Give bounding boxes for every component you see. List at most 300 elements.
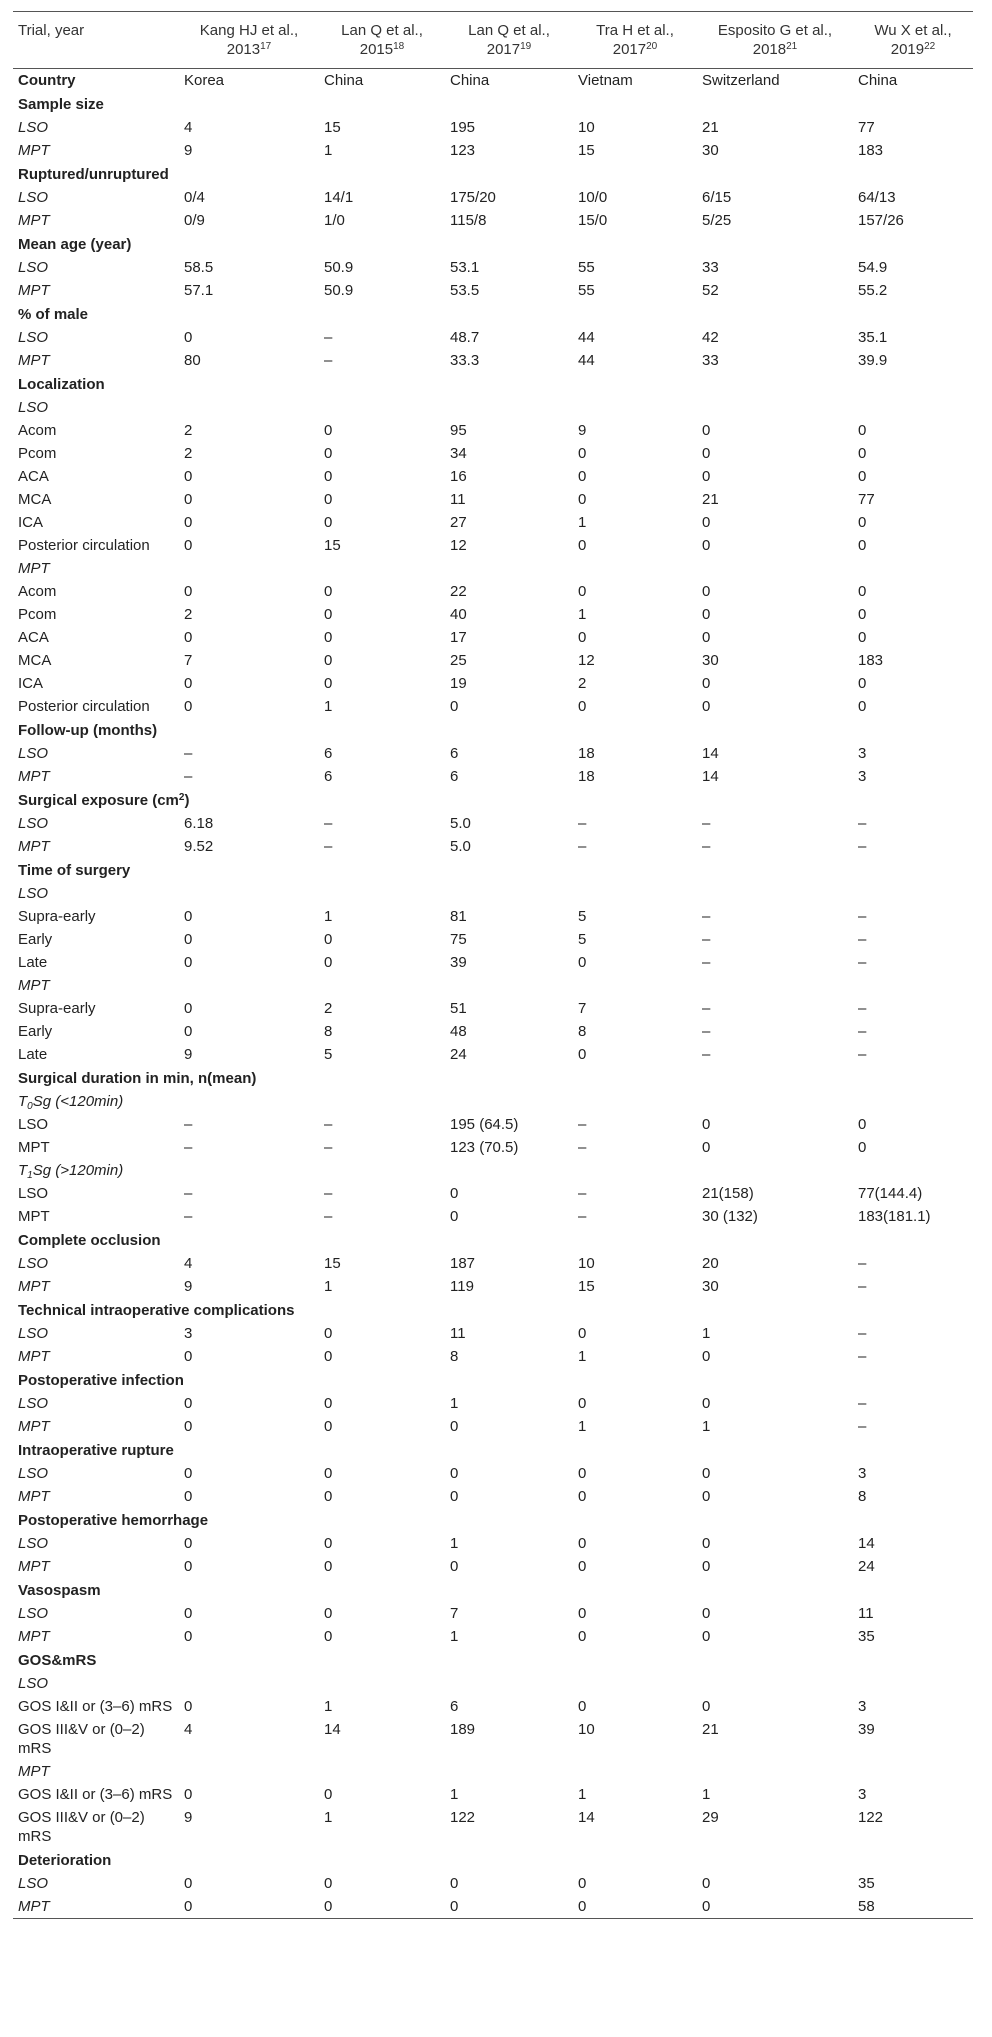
table-cell: 0	[573, 1895, 697, 1919]
table-cell: 8	[450, 1348, 459, 1365]
row-label-text: MPT	[18, 1278, 50, 1295]
row-label-text: Posterior circulation	[18, 698, 150, 715]
table-container	[13, 11, 973, 1919]
table-cell: 0	[858, 1116, 867, 1133]
row-label-text: LSO	[18, 1255, 49, 1272]
table-cell: 0	[324, 1628, 333, 1645]
table-cell: 1	[702, 1325, 711, 1342]
table-cell: 122	[450, 1809, 476, 1826]
table-cell: 2	[324, 1000, 333, 1017]
row-label-text: Follow-up (months)	[18, 722, 158, 739]
table-cell: 1	[450, 1535, 459, 1552]
table-cell: 0	[324, 468, 333, 485]
row-label-text: LSO	[18, 1116, 49, 1133]
table-cell: 157/26	[858, 212, 904, 229]
section-row	[13, 302, 973, 326]
table-row	[13, 1113, 973, 1136]
table-cell: –	[184, 1185, 193, 1202]
table-row	[13, 626, 973, 649]
table-cell: 0	[858, 698, 867, 715]
row-label-text: MPT	[18, 1763, 50, 1780]
row-label-text: Acom	[18, 583, 57, 600]
row-label	[13, 649, 179, 672]
table-cell: 0	[858, 1139, 867, 1156]
row-label-text: Supra-early	[18, 908, 96, 925]
table-cell: 0	[702, 1348, 711, 1365]
table-row	[13, 1806, 973, 1848]
table-cell: 6/15	[702, 189, 732, 206]
table-cell: 35	[858, 1875, 875, 1892]
table-cell: 0	[184, 954, 193, 971]
section-row	[13, 92, 973, 116]
table-cell: 11	[858, 1605, 874, 1622]
table-cell: 0	[324, 675, 333, 692]
table-cell: 3	[858, 768, 867, 785]
table-cell: –	[578, 838, 587, 855]
table-cell: 30	[702, 652, 719, 669]
table-cell: –	[858, 1023, 867, 1040]
table-row	[13, 1532, 973, 1555]
row-label	[13, 465, 179, 488]
table-cell: 0	[702, 1605, 711, 1622]
table-cell: –	[324, 1116, 333, 1133]
table-cell: 0	[578, 1325, 587, 1342]
table-cell: –	[578, 1208, 587, 1225]
table-cell: –	[858, 1255, 867, 1272]
row-label-text: MCA	[18, 652, 52, 669]
table-cell: 175/20	[450, 189, 496, 206]
table-cell: 0	[702, 1558, 711, 1575]
table-cell: 0	[324, 1786, 333, 1803]
table-cell: 5	[578, 908, 587, 925]
table-cell: 0	[324, 1348, 333, 1365]
table-cell: –	[702, 838, 711, 855]
table-cell: 21(158)	[702, 1185, 754, 1202]
table-cell: 21	[702, 1721, 719, 1738]
table-cell: Vietnam	[578, 72, 633, 89]
row-label	[13, 1462, 179, 1485]
row-label	[13, 1718, 179, 1760]
row-label	[13, 557, 973, 580]
row-label	[13, 1760, 973, 1783]
row-label	[13, 1508, 973, 1532]
table-cell: 0	[324, 954, 333, 971]
table-row	[13, 442, 973, 465]
table-row	[13, 419, 973, 442]
table-cell: 8	[324, 1023, 333, 1040]
table-row	[13, 1462, 973, 1485]
table-row	[13, 649, 973, 672]
section-row	[13, 1578, 973, 1602]
table-row	[13, 1718, 973, 1760]
table-cell: 9	[184, 1046, 193, 1063]
row-label-text: Surgical exposure (cm	[18, 792, 179, 809]
table-cell: 64/13	[858, 189, 896, 206]
table-cell: 11	[450, 491, 466, 508]
table-cell: 119	[450, 1278, 474, 1295]
trial-author: Lan Q et al.,	[468, 22, 550, 39]
row-label-text: Late	[18, 954, 48, 971]
table-cell: 187	[450, 1255, 476, 1272]
label-subscript: 0	[27, 1101, 33, 1112]
table-cell: 15	[324, 119, 341, 136]
table-cell: 11	[450, 1325, 466, 1342]
table-cell: 0	[702, 1535, 711, 1552]
table-row	[13, 1625, 973, 1648]
row-label	[13, 974, 973, 997]
trial-author: Kang HJ et al.,	[199, 22, 299, 39]
table-cell: 0	[578, 445, 587, 462]
table-cell: –	[858, 838, 867, 855]
table-cell: –	[858, 908, 867, 925]
table-cell: 0	[450, 1418, 459, 1435]
section-row	[13, 1298, 973, 1322]
table-cell: 35	[858, 1628, 875, 1645]
table-row	[13, 672, 973, 695]
label-suffix: )	[184, 792, 190, 809]
table-cell: 12	[578, 652, 595, 669]
row-label-text: % of male	[18, 306, 89, 323]
table-row	[13, 1485, 973, 1508]
table-cell: –	[858, 815, 867, 832]
table-cell: 0	[578, 629, 587, 646]
table-row	[13, 928, 973, 951]
row-label-text: Mean age (year)	[18, 236, 132, 253]
table-cell: 55.2	[858, 282, 888, 299]
row-label	[13, 511, 179, 534]
table-cell: 0	[184, 329, 193, 346]
table-cell: –	[702, 1046, 711, 1063]
table-cell: 39.9	[858, 352, 888, 369]
row-label-text: Intraoperative rupture	[18, 1442, 174, 1459]
table-row	[13, 1252, 973, 1275]
row-label-text: MPT	[18, 1488, 50, 1505]
table-cell: 3	[858, 1698, 867, 1715]
table-cell: 0	[184, 1348, 193, 1365]
table-cell: 53.1	[450, 259, 480, 276]
header-trial	[319, 12, 445, 69]
table-row	[13, 139, 973, 162]
table-cell: 1	[450, 1395, 459, 1412]
row-label	[13, 1136, 179, 1159]
table-cell: 7	[450, 1605, 459, 1622]
table-cell: 0	[324, 1325, 333, 1342]
table-cell: 8	[578, 1023, 587, 1040]
table-cell: 30	[702, 142, 719, 159]
table-cell: –	[324, 1139, 333, 1156]
row-label	[13, 1090, 973, 1113]
table-cell: 1/0	[324, 212, 345, 229]
table-cell: 52	[702, 282, 719, 299]
table-row	[13, 1695, 973, 1718]
table-cell: 0	[184, 1628, 193, 1645]
table-cell: 0	[578, 1395, 587, 1412]
table-cell: 0	[858, 537, 867, 554]
trial-year: 2017	[612, 41, 647, 58]
row-label	[13, 1806, 179, 1848]
table-cell: 0/9	[184, 212, 205, 229]
table-cell: –	[324, 329, 333, 346]
table-cell: 8	[858, 1488, 867, 1505]
row-label	[13, 139, 179, 162]
trial-reference: 17	[260, 41, 272, 52]
row-label-text: MPT	[18, 1208, 50, 1225]
table-cell: 0	[702, 1698, 711, 1715]
row-label	[13, 162, 973, 186]
table-cell: 6	[450, 768, 459, 785]
table-row	[13, 1182, 973, 1205]
table-cell: –	[578, 1185, 587, 1202]
table-row	[13, 1872, 973, 1895]
table-cell: 122	[858, 1809, 884, 1826]
table-cell: 0	[578, 954, 587, 971]
table-cell: 0	[697, 1895, 853, 1919]
row-label	[13, 116, 179, 139]
table-row	[13, 1415, 973, 1438]
row-label	[13, 1532, 179, 1555]
row-label-text: GOS I&II or (3–6) mRS	[18, 1786, 173, 1803]
table-cell: 1	[702, 1786, 711, 1803]
table-cell: 0	[858, 629, 867, 646]
table-cell: 0	[702, 1139, 711, 1156]
row-label	[13, 1182, 179, 1205]
table-cell: 16	[450, 468, 467, 485]
row-label-text: Supra-early	[18, 1000, 96, 1017]
row-label	[13, 1020, 179, 1043]
section-row	[13, 162, 973, 186]
row-label-text: MPT	[18, 768, 50, 785]
table-cell: 123 (70.5)	[450, 1139, 519, 1156]
row-label	[13, 1322, 179, 1345]
table-row	[13, 116, 973, 139]
row-label-text: Postoperative hemorrhage	[18, 1512, 209, 1529]
row-label-text: LSO	[18, 1875, 49, 1892]
table-cell: 12	[450, 537, 467, 554]
row-label	[13, 765, 179, 788]
table-cell: 0	[578, 698, 587, 715]
table-cell: 0	[324, 1558, 333, 1575]
table-cell: 2	[578, 675, 587, 692]
subgroup-row	[13, 1672, 973, 1695]
table-cell: 21	[702, 491, 719, 508]
table-cell: 22	[450, 583, 467, 600]
row-label-text: MPT	[18, 1898, 50, 1915]
table-cell: 50.9	[324, 259, 354, 276]
trial-author: Tra H et al.,	[596, 22, 674, 39]
table-cell: 80	[184, 352, 201, 369]
table-cell: 24	[858, 1558, 875, 1575]
label-suffix: Sg (>120min)	[32, 1162, 124, 1179]
table-cell: –	[702, 815, 711, 832]
subgroup-row	[13, 1159, 973, 1182]
table-cell: 9	[578, 422, 587, 439]
table-row	[13, 580, 973, 603]
row-label-text: MPT	[18, 282, 50, 299]
table-cell: –	[858, 1325, 867, 1342]
row-label-text: LSO	[18, 119, 49, 136]
table-cell: 0	[319, 1895, 445, 1919]
table-cell: 77(144.4)	[858, 1185, 923, 1202]
table-cell: 1	[324, 1278, 333, 1295]
table-cell: 0	[184, 514, 193, 531]
table-cell: 0	[184, 537, 193, 554]
table-cell: 14	[702, 768, 719, 785]
table-cell: 5/25	[702, 212, 732, 229]
table-cell: –	[324, 815, 333, 832]
table-cell: 0/4	[184, 189, 205, 206]
row-label	[13, 580, 179, 603]
table-cell: 0	[324, 1418, 333, 1435]
table-cell: 15	[578, 1278, 595, 1295]
table-row	[13, 695, 973, 718]
table-cell: 0	[445, 1895, 573, 1919]
row-label	[13, 1043, 179, 1066]
table-row	[13, 186, 973, 209]
row-label-text: MPT	[18, 977, 50, 994]
row-label	[13, 1275, 179, 1298]
table-cell: 0	[858, 422, 867, 439]
table-cell: 4	[184, 1721, 193, 1738]
row-label	[13, 372, 973, 396]
table-cell: 58.5	[184, 259, 214, 276]
table-cell: 1	[450, 1628, 459, 1645]
subgroup-row	[13, 1090, 973, 1113]
table-row	[13, 256, 973, 279]
table-cell: –	[858, 1418, 867, 1435]
table-cell: 0	[324, 652, 333, 669]
row-label-text: LSO	[18, 1465, 49, 1482]
table-cell: –	[858, 931, 867, 948]
table-cell: 5.0	[450, 838, 471, 855]
table-cell: 95	[450, 422, 467, 439]
table-cell: 30	[702, 1278, 719, 1295]
table-cell: 0	[858, 583, 867, 600]
table-row	[13, 326, 973, 349]
row-label	[13, 1485, 179, 1508]
table-row	[13, 69, 973, 93]
table-cell: 0	[578, 583, 587, 600]
table-cell: 1	[578, 1786, 587, 1803]
table-cell: 77	[858, 491, 875, 508]
table-cell: 0	[858, 675, 867, 692]
table-cell: –	[858, 1278, 867, 1295]
table-cell: 18	[578, 768, 595, 785]
table-row	[13, 1895, 973, 1919]
subgroup-row	[13, 882, 973, 905]
table-cell: Switzerland	[702, 72, 780, 89]
row-label	[13, 1695, 179, 1718]
row-label	[13, 626, 179, 649]
row-label	[13, 442, 179, 465]
table-cell: 20	[702, 1255, 719, 1272]
row-label	[13, 534, 179, 557]
table-cell: 6	[450, 1698, 459, 1715]
table-cell: 1	[324, 142, 333, 159]
trial-reference: 22	[924, 41, 936, 52]
row-label-text: LSO	[18, 259, 49, 276]
row-label-text: LSO	[18, 1185, 49, 1202]
table-cell: 15/0	[578, 212, 608, 229]
table-cell: 0	[702, 537, 711, 554]
table-cell: 0	[184, 468, 193, 485]
row-label	[13, 1848, 973, 1872]
row-label-text: Postoperative infection	[18, 1372, 184, 1389]
table-cell: 58	[853, 1895, 973, 1919]
row-label	[13, 1602, 179, 1625]
table-cell: 39	[858, 1721, 875, 1738]
table-cell: 2	[184, 445, 193, 462]
row-label-text: T	[18, 1093, 28, 1110]
table-cell: –	[702, 1000, 711, 1017]
table-row	[13, 1020, 973, 1043]
table-cell: 0	[324, 1535, 333, 1552]
table-cell: 0	[184, 1535, 193, 1552]
table-header	[13, 12, 973, 69]
row-label-text: LSO	[18, 1675, 49, 1692]
row-label	[13, 603, 179, 626]
table-cell: –	[702, 931, 711, 948]
table-cell: 6	[324, 768, 333, 785]
table-cell: 183	[858, 142, 884, 159]
table-cell: 0	[578, 1046, 587, 1063]
row-label-text: LSO	[18, 885, 49, 902]
table-cell: 0	[702, 1875, 711, 1892]
header-trial	[853, 12, 973, 69]
section-row	[13, 372, 973, 396]
table-cell: 5	[578, 931, 587, 948]
table-cell: 40	[450, 606, 467, 623]
row-label-text: LSO	[18, 399, 49, 416]
trial-year: 2015	[359, 41, 394, 58]
table-cell: –	[324, 1185, 333, 1202]
trial-reference: 18	[393, 41, 405, 52]
table-cell: 1	[578, 1418, 587, 1435]
row-label	[13, 1368, 973, 1392]
row-label-text: ACA	[18, 468, 49, 485]
table-row	[13, 1275, 973, 1298]
table-cell: China	[450, 72, 490, 89]
row-label-text: LSO	[18, 1395, 49, 1412]
table-cell: 0	[184, 1786, 193, 1803]
row-label	[13, 1783, 179, 1806]
table-cell: 27	[450, 514, 467, 531]
table-cell: 6	[450, 745, 459, 762]
row-label-text: MPT	[18, 1418, 50, 1435]
table-cell: 0	[324, 422, 333, 439]
table-cell: 1	[450, 1786, 459, 1803]
trial-reference: 19	[520, 41, 532, 52]
row-label-text: MPT	[18, 1628, 50, 1645]
table-cell: 183(181.1)	[858, 1208, 931, 1225]
row-label-text: ICA	[18, 675, 44, 692]
section-row	[13, 1368, 973, 1392]
row-label-text: GOS&mRS	[18, 1652, 97, 1669]
table-cell: 0	[184, 1605, 193, 1622]
table-cell: 0	[324, 1488, 333, 1505]
table-cell: 0	[578, 491, 587, 508]
table-cell: 24	[450, 1046, 467, 1063]
table-cell: 0	[184, 1023, 193, 1040]
table-cell: 29	[702, 1809, 719, 1826]
table-cell: 0	[578, 1628, 587, 1645]
row-label	[13, 92, 973, 116]
table-cell: 17	[450, 629, 467, 646]
table-cell: 7	[578, 1000, 587, 1017]
table-cell: China	[324, 72, 364, 89]
row-label	[13, 302, 973, 326]
table-cell: 30 (132)	[702, 1208, 758, 1225]
row-label-text: MPT	[18, 1558, 50, 1575]
